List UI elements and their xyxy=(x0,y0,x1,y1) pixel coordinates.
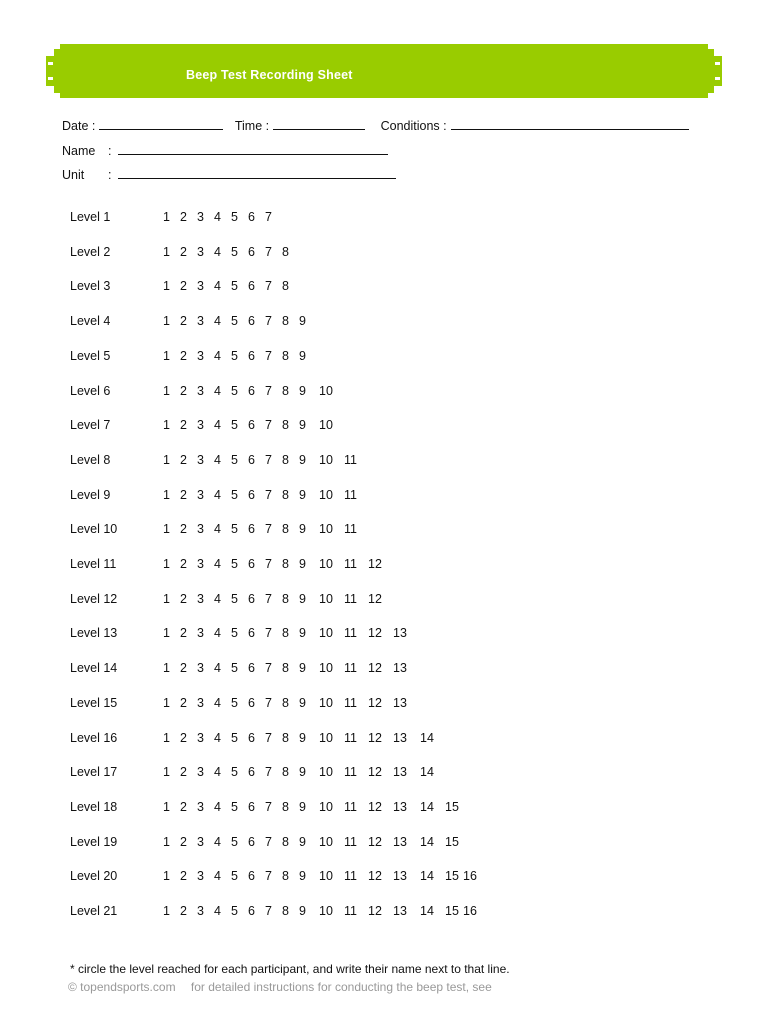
shuttle-number[interactable]: 9 xyxy=(299,453,306,467)
shuttle-number[interactable]: 3 xyxy=(197,869,204,883)
shuttle-number[interactable]: 4 xyxy=(214,696,221,710)
conditions-field[interactable] xyxy=(451,118,689,130)
shuttle-number[interactable]: 8 xyxy=(282,418,289,432)
unit-label: Unit xyxy=(62,168,85,182)
level-label: Level 13 xyxy=(70,626,118,640)
shuttle-number[interactable]: 8 xyxy=(282,453,289,467)
shuttle-number[interactable]: 7 xyxy=(265,522,272,536)
level-label: Level 17 xyxy=(70,765,118,779)
shuttle-number[interactable]: 3 xyxy=(197,557,204,571)
shuttle-number[interactable]: 9 xyxy=(299,384,306,398)
shuttle-number[interactable]: 2 xyxy=(180,592,187,606)
shuttle-number[interactable]: 6 xyxy=(248,488,255,502)
shuttle-number[interactable]: 16 xyxy=(463,904,477,918)
shuttle-number[interactable]: 3 xyxy=(197,245,204,259)
shuttle-number[interactable]: 1 xyxy=(163,696,170,710)
shuttle-number[interactable]: 5 xyxy=(231,279,238,293)
unit-field[interactable] xyxy=(118,167,396,179)
shuttle-number[interactable]: 12 xyxy=(368,765,382,779)
shuttle-number[interactable]: 8 xyxy=(282,314,289,328)
level-label: Level 1 xyxy=(70,210,111,224)
shuttle-number[interactable]: 8 xyxy=(282,522,289,536)
shuttle-number[interactable]: 3 xyxy=(197,522,204,536)
shuttle-number[interactable]: 7 xyxy=(265,314,272,328)
shuttle-number[interactable]: 13 xyxy=(393,869,407,883)
shuttle-number[interactable]: 4 xyxy=(214,592,221,606)
shuttle-number[interactable]: 10 xyxy=(319,626,333,640)
shuttle-number[interactable]: 15 xyxy=(445,904,459,918)
shuttle-number[interactable]: 5 xyxy=(231,626,238,640)
shuttle-number[interactable]: 6 xyxy=(248,869,255,883)
shuttle-number[interactable]: 1 xyxy=(163,765,170,779)
shuttle-number[interactable]: 7 xyxy=(265,279,272,293)
shuttle-number[interactable]: 3 xyxy=(197,279,204,293)
shuttle-number[interactable]: 6 xyxy=(248,349,255,363)
shuttle-number[interactable]: 5 xyxy=(231,869,238,883)
shuttle-number[interactable]: 14 xyxy=(420,904,434,918)
shuttle-number[interactable]: 5 xyxy=(231,349,238,363)
shuttle-number[interactable]: 14 xyxy=(420,835,434,849)
shuttle-number[interactable]: 3 xyxy=(197,731,204,745)
shuttle-number[interactable]: 6 xyxy=(248,245,255,259)
shuttle-number[interactable]: 6 xyxy=(248,661,255,675)
shuttle-number[interactable]: 2 xyxy=(180,869,187,883)
shuttle-number[interactable]: 12 xyxy=(368,869,382,883)
shuttle-number[interactable]: 1 xyxy=(163,557,170,571)
shuttle-number[interactable]: 1 xyxy=(163,279,170,293)
name-label: Name xyxy=(62,144,96,158)
date-label: Date : xyxy=(62,119,96,133)
shuttle-number[interactable]: 13 xyxy=(393,731,407,745)
shuttle-number[interactable]: 8 xyxy=(282,626,289,640)
shuttle-number[interactable]: 11 xyxy=(344,800,357,814)
shuttle-number[interactable]: 1 xyxy=(163,904,170,918)
shuttle-number[interactable]: 15 xyxy=(445,800,459,814)
shuttle-number[interactable]: 7 xyxy=(265,488,272,502)
shuttle-number[interactable]: 1 xyxy=(163,418,170,432)
shuttle-number[interactable]: 14 xyxy=(420,731,434,745)
shuttle-number[interactable]: 5 xyxy=(231,661,238,675)
shuttle-number[interactable]: 9 xyxy=(299,661,306,675)
shuttle-number[interactable]: 12 xyxy=(368,626,382,640)
shuttle-number[interactable]: 4 xyxy=(214,869,221,883)
shuttle-number[interactable]: 5 xyxy=(231,245,238,259)
time-label: Time : xyxy=(234,119,270,133)
shuttle-number[interactable]: 6 xyxy=(248,314,255,328)
shuttle-number[interactable]: 10 xyxy=(319,731,333,745)
shuttle-number[interactable]: 11 xyxy=(344,869,357,883)
shuttle-number[interactable]: 4 xyxy=(214,314,221,328)
shuttle-number[interactable]: 4 xyxy=(214,557,221,571)
shuttle-number[interactable]: 10 xyxy=(319,592,333,606)
level-label: Level 4 xyxy=(70,314,111,328)
shuttle-number[interactable]: 9 xyxy=(299,349,306,363)
shuttle-number[interactable]: 7 xyxy=(265,661,272,675)
shuttle-number[interactable]: 4 xyxy=(214,661,221,675)
shuttle-number[interactable]: 1 xyxy=(163,453,170,467)
shuttle-number[interactable]: 4 xyxy=(214,626,221,640)
shuttle-number[interactable]: 7 xyxy=(265,731,272,745)
shuttle-number[interactable]: 14 xyxy=(420,800,434,814)
shuttle-number[interactable]: 7 xyxy=(265,245,272,259)
shuttle-number[interactable]: 9 xyxy=(299,696,306,710)
shuttle-number[interactable]: 11 xyxy=(344,557,357,571)
shuttle-number[interactable]: 10 xyxy=(319,384,333,398)
shuttle-number[interactable]: 14 xyxy=(420,765,434,779)
shuttle-number[interactable]: 6 xyxy=(248,696,255,710)
shuttle-number[interactable]: 7 xyxy=(265,592,272,606)
level-label: Level 21 xyxy=(70,904,118,918)
level-label: Level 7 xyxy=(70,418,111,432)
shuttle-number[interactable]: 6 xyxy=(248,765,255,779)
shuttle-number[interactable]: 14 xyxy=(420,869,434,883)
level-label: Level 15 xyxy=(70,696,118,710)
title-banner xyxy=(46,44,722,98)
shuttle-number[interactable]: 8 xyxy=(282,557,289,571)
shuttle-number[interactable]: 6 xyxy=(248,904,255,918)
shuttle-number[interactable]: 4 xyxy=(214,418,221,432)
shuttle-number[interactable]: 9 xyxy=(299,522,306,536)
shuttle-number[interactable]: 13 xyxy=(393,626,407,640)
shuttle-number[interactable]: 3 xyxy=(197,835,204,849)
shuttle-number[interactable]: 13 xyxy=(393,835,407,849)
site-credit: © topendsports.com xyxy=(68,980,176,994)
shuttle-number[interactable]: 5 xyxy=(231,835,238,849)
shuttle-number[interactable]: 3 xyxy=(197,349,204,363)
shuttle-number[interactable]: 1 xyxy=(163,210,170,224)
shuttle-number[interactable]: 5 xyxy=(231,696,238,710)
shuttle-number[interactable]: 2 xyxy=(180,453,187,467)
shuttle-number[interactable]: 1 xyxy=(163,314,170,328)
shuttle-number[interactable]: 9 xyxy=(299,592,306,606)
shuttle-number[interactable]: 7 xyxy=(265,384,272,398)
shuttle-number[interactable]: 2 xyxy=(180,800,187,814)
shuttle-number[interactable]: 6 xyxy=(248,384,255,398)
shuttle-number[interactable]: 8 xyxy=(282,245,289,259)
shuttle-number[interactable]: 1 xyxy=(163,869,170,883)
shuttle-number[interactable]: 7 xyxy=(265,835,272,849)
shuttle-number[interactable]: 4 xyxy=(214,245,221,259)
date-field[interactable] xyxy=(99,118,223,130)
shuttle-number[interactable]: 13 xyxy=(393,661,407,675)
shuttle-number[interactable]: 2 xyxy=(180,384,187,398)
shuttle-number[interactable]: 1 xyxy=(163,384,170,398)
shuttle-number[interactable]: 5 xyxy=(231,488,238,502)
shuttle-number[interactable]: 7 xyxy=(265,626,272,640)
level-label: Level 9 xyxy=(70,488,111,502)
shuttle-number[interactable]: 5 xyxy=(231,522,238,536)
shuttle-number[interactable]: 11 xyxy=(344,835,357,849)
shuttle-number[interactable]: 7 xyxy=(265,210,272,224)
shuttle-number[interactable]: 1 xyxy=(163,661,170,675)
level-label: Level 3 xyxy=(70,279,111,293)
shuttle-number[interactable]: 4 xyxy=(214,279,221,293)
shuttle-number[interactable]: 2 xyxy=(180,210,187,224)
shuttle-number[interactable]: 9 xyxy=(299,869,306,883)
level-label: Level 19 xyxy=(70,835,118,849)
shuttle-number[interactable]: 8 xyxy=(282,592,289,606)
shuttle-number[interactable]: 10 xyxy=(319,696,333,710)
unit-row xyxy=(62,167,396,182)
level-label: Level 18 xyxy=(70,800,118,814)
shuttle-number[interactable]: 11 xyxy=(344,453,357,467)
level-label: Level 2 xyxy=(70,245,111,259)
shuttle-number[interactable]: 8 xyxy=(282,384,289,398)
shuttle-number[interactable]: 9 xyxy=(299,488,306,502)
shuttle-number[interactable]: 3 xyxy=(197,418,204,432)
time-field[interactable] xyxy=(273,118,365,130)
shuttle-number[interactable]: 1 xyxy=(163,592,170,606)
shuttle-number[interactable]: 2 xyxy=(180,904,187,918)
shuttle-number[interactable]: 10 xyxy=(319,661,333,675)
shuttle-number[interactable]: 6 xyxy=(248,800,255,814)
shuttle-number[interactable]: 12 xyxy=(368,661,382,675)
shuttle-number[interactable]: 4 xyxy=(214,731,221,745)
shuttle-number[interactable]: 10 xyxy=(319,453,333,467)
shuttle-number[interactable]: 4 xyxy=(214,384,221,398)
shuttle-number[interactable]: 3 xyxy=(197,453,204,467)
shuttle-number[interactable]: 11 xyxy=(344,696,357,710)
shuttle-number[interactable]: 7 xyxy=(265,904,272,918)
shuttle-number[interactable]: 5 xyxy=(231,800,238,814)
shuttle-number[interactable]: 4 xyxy=(214,835,221,849)
shuttle-number[interactable]: 2 xyxy=(180,835,187,849)
unit-separator: : xyxy=(108,168,112,182)
shuttle-number[interactable]: 3 xyxy=(197,210,204,224)
shuttle-number[interactable]: 2 xyxy=(180,626,187,640)
shuttle-number[interactable]: 1 xyxy=(163,626,170,640)
shuttle-number[interactable]: 15 xyxy=(445,835,459,849)
shuttle-number[interactable]: 6 xyxy=(248,592,255,606)
shuttle-number[interactable]: 1 xyxy=(163,731,170,745)
date-time-row xyxy=(62,118,689,133)
shuttle-number[interactable]: 6 xyxy=(248,279,255,293)
shuttle-number[interactable]: 13 xyxy=(393,696,407,710)
shuttle-number[interactable]: 2 xyxy=(180,279,187,293)
shuttle-number[interactable]: 10 xyxy=(319,869,333,883)
shuttle-number[interactable]: 15 xyxy=(445,869,459,883)
shuttle-number[interactable]: 3 xyxy=(197,488,204,502)
shuttle-number[interactable]: 11 xyxy=(344,661,357,675)
shuttle-number[interactable]: 6 xyxy=(248,626,255,640)
level-label: Level 6 xyxy=(70,384,111,398)
shuttle-number[interactable]: 11 xyxy=(344,488,357,502)
shuttle-number[interactable]: 3 xyxy=(197,384,204,398)
shuttle-number[interactable]: 5 xyxy=(231,557,238,571)
shuttle-number[interactable]: 4 xyxy=(214,522,221,536)
shuttle-number[interactable]: 9 xyxy=(299,835,306,849)
shuttle-number[interactable]: 3 xyxy=(197,765,204,779)
shuttle-number[interactable]: 12 xyxy=(368,800,382,814)
shuttle-number[interactable]: 10 xyxy=(319,488,333,502)
shuttle-number[interactable]: 7 xyxy=(265,765,272,779)
shuttle-number[interactable]: 11 xyxy=(344,904,357,918)
shuttle-number[interactable]: 4 xyxy=(214,453,221,467)
shuttle-number[interactable]: 9 xyxy=(299,800,306,814)
level-label: Level 20 xyxy=(70,869,118,883)
shuttle-number[interactable]: 9 xyxy=(299,418,306,432)
shuttle-number[interactable]: 7 xyxy=(265,696,272,710)
shuttle-number[interactable]: 5 xyxy=(231,210,238,224)
shuttle-number[interactable]: 6 xyxy=(248,731,255,745)
shuttle-number[interactable]: 13 xyxy=(393,765,407,779)
shuttle-number[interactable]: 1 xyxy=(163,835,170,849)
shuttle-number[interactable]: 3 xyxy=(197,661,204,675)
shuttle-number[interactable]: 4 xyxy=(214,210,221,224)
shuttle-number[interactable]: 10 xyxy=(319,557,333,571)
banner-shape xyxy=(46,44,722,98)
shuttle-number[interactable]: 3 xyxy=(197,696,204,710)
shuttle-number[interactable]: 2 xyxy=(180,731,187,745)
shuttle-number[interactable]: 8 xyxy=(282,765,289,779)
shuttle-number[interactable]: 12 xyxy=(368,731,382,745)
shuttle-number[interactable]: 7 xyxy=(265,557,272,571)
shuttle-number[interactable]: 10 xyxy=(319,835,333,849)
level-label: Level 12 xyxy=(70,592,118,606)
shuttle-number[interactable]: 1 xyxy=(163,245,170,259)
shuttle-number[interactable]: 8 xyxy=(282,488,289,502)
shuttle-number[interactable]: 2 xyxy=(180,314,187,328)
shuttle-number[interactable]: 3 xyxy=(197,800,204,814)
shuttle-number[interactable]: 12 xyxy=(368,557,382,571)
level-label: Level 5 xyxy=(70,349,111,363)
shuttle-number[interactable]: 2 xyxy=(180,488,187,502)
shuttle-number[interactable]: 6 xyxy=(248,522,255,536)
shuttle-number[interactable]: 5 xyxy=(231,731,238,745)
shuttle-number[interactable]: 4 xyxy=(214,349,221,363)
shuttle-number[interactable]: 5 xyxy=(231,314,238,328)
shuttle-number[interactable]: 2 xyxy=(180,661,187,675)
shuttle-number[interactable]: 12 xyxy=(368,904,382,918)
credits xyxy=(68,980,492,994)
shuttle-number[interactable]: 13 xyxy=(393,800,407,814)
name-field[interactable] xyxy=(118,143,388,155)
shuttle-number[interactable]: 8 xyxy=(282,869,289,883)
shuttle-number[interactable]: 5 xyxy=(231,904,238,918)
shuttle-number[interactable]: 11 xyxy=(344,626,357,640)
shuttle-number[interactable]: 6 xyxy=(248,557,255,571)
shuttle-number[interactable]: 1 xyxy=(163,800,170,814)
shuttle-number[interactable]: 5 xyxy=(231,453,238,467)
shuttle-number[interactable]: 7 xyxy=(265,800,272,814)
shuttle-number[interactable]: 8 xyxy=(282,800,289,814)
name-row xyxy=(62,143,388,158)
shuttle-number[interactable]: 11 xyxy=(344,731,357,745)
shuttle-number[interactable]: 8 xyxy=(282,661,289,675)
shuttle-number[interactable]: 10 xyxy=(319,418,333,432)
shuttle-number[interactable]: 4 xyxy=(214,800,221,814)
shuttle-number[interactable]: 16 xyxy=(463,869,477,883)
conditions-label: Conditions : xyxy=(380,119,447,133)
shuttle-number[interactable]: 4 xyxy=(214,904,221,918)
shuttle-number[interactable]: 7 xyxy=(265,349,272,363)
shuttle-number[interactable]: 5 xyxy=(231,592,238,606)
shuttle-number[interactable]: 9 xyxy=(299,731,306,745)
shuttle-number[interactable]: 5 xyxy=(231,418,238,432)
level-label: Level 10 xyxy=(70,522,118,536)
shuttle-number[interactable]: 3 xyxy=(197,592,204,606)
page-title: Beep Test Recording Sheet xyxy=(186,68,353,82)
shuttle-number[interactable]: 8 xyxy=(282,349,289,363)
shuttle-number[interactable]: 11 xyxy=(344,765,357,779)
name-separator: : xyxy=(108,144,112,158)
shuttle-number[interactable]: 7 xyxy=(265,453,272,467)
shuttle-number[interactable]: 6 xyxy=(248,418,255,432)
shuttle-number[interactable]: 2 xyxy=(180,696,187,710)
shuttle-number[interactable]: 1 xyxy=(163,349,170,363)
shuttle-number[interactable]: 4 xyxy=(214,765,221,779)
shuttle-number[interactable]: 8 xyxy=(282,696,289,710)
shuttle-number[interactable]: 9 xyxy=(299,314,306,328)
level-label: Level 8 xyxy=(70,453,111,467)
shuttle-number[interactable]: 9 xyxy=(299,904,306,918)
shuttle-number[interactable]: 5 xyxy=(231,384,238,398)
shuttle-number[interactable]: 10 xyxy=(319,765,333,779)
shuttle-number[interactable]: 10 xyxy=(319,904,333,918)
shuttle-number[interactable]: 9 xyxy=(299,557,306,571)
shuttle-number[interactable]: 10 xyxy=(319,522,333,536)
shuttle-number[interactable]: 2 xyxy=(180,557,187,571)
shuttle-number[interactable]: 3 xyxy=(197,626,204,640)
shuttle-number[interactable]: 8 xyxy=(282,279,289,293)
shuttle-number[interactable]: 5 xyxy=(231,765,238,779)
shuttle-number[interactable]: 6 xyxy=(248,210,255,224)
level-label: Level 16 xyxy=(70,731,118,745)
shuttle-number[interactable]: 2 xyxy=(180,522,187,536)
shuttle-number[interactable]: 13 xyxy=(393,904,407,918)
footnote: * circle the level reached for each participant, and write their name next to that line. xyxy=(70,962,510,976)
shuttle-number[interactable]: 12 xyxy=(368,592,382,606)
shuttle-number[interactable]: 10 xyxy=(319,800,333,814)
shuttle-number[interactable]: 2 xyxy=(180,245,187,259)
shuttle-number[interactable]: 2 xyxy=(180,418,187,432)
shuttle-number[interactable]: 11 xyxy=(344,592,357,606)
shuttle-number[interactable]: 3 xyxy=(197,314,204,328)
shuttle-number[interactable]: 12 xyxy=(368,696,382,710)
shuttle-number[interactable]: 8 xyxy=(282,731,289,745)
level-label: Level 14 xyxy=(70,661,118,675)
shuttle-number[interactable]: 11 xyxy=(344,522,357,536)
shuttle-number[interactable]: 8 xyxy=(282,835,289,849)
shuttle-number[interactable]: 7 xyxy=(265,869,272,883)
level-label: Level 11 xyxy=(70,557,117,571)
shuttle-number[interactable]: 7 xyxy=(265,418,272,432)
shuttle-number[interactable]: 6 xyxy=(248,453,255,467)
shuttle-number[interactable]: 9 xyxy=(299,765,306,779)
shuttle-number[interactable]: 1 xyxy=(163,522,170,536)
shuttle-number[interactable]: 6 xyxy=(248,835,255,849)
shuttle-number[interactable]: 9 xyxy=(299,626,306,640)
shuttle-number[interactable]: 2 xyxy=(180,349,187,363)
shuttle-number[interactable]: 3 xyxy=(197,904,204,918)
shuttle-number[interactable]: 12 xyxy=(368,835,382,849)
shuttle-number[interactable]: 4 xyxy=(214,488,221,502)
shuttle-number[interactable]: 2 xyxy=(180,765,187,779)
instructions-note: for detailed instructions for conducting the beep test, see xyxy=(190,980,492,994)
shuttle-number[interactable]: 1 xyxy=(163,488,170,502)
shuttle-number[interactable]: 8 xyxy=(282,904,289,918)
